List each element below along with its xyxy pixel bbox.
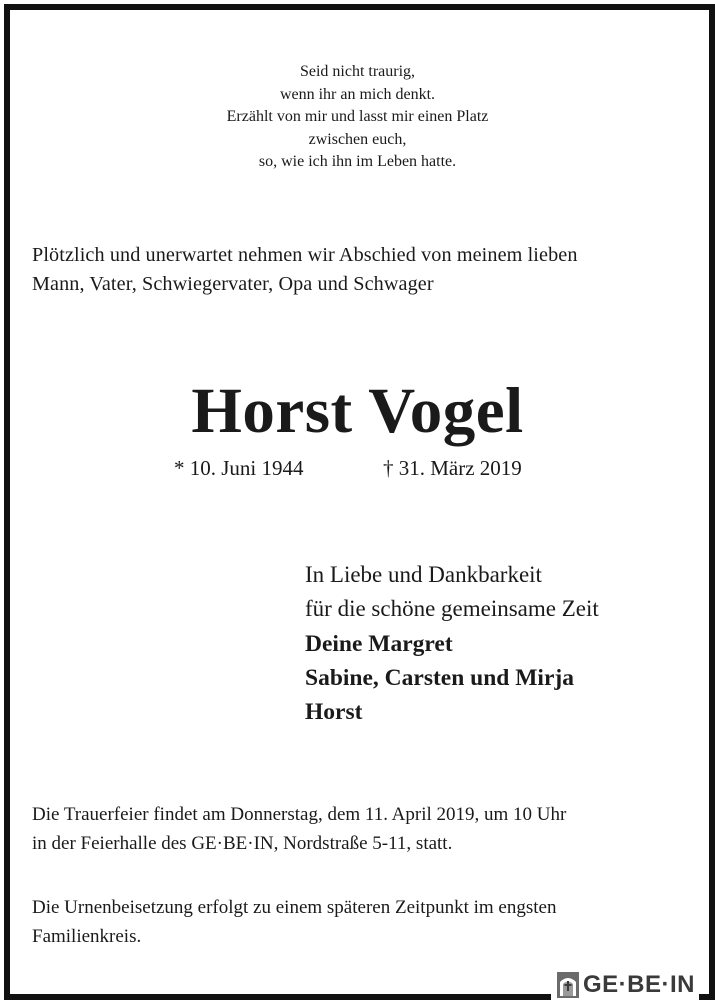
dedication-text [305,558,599,626]
urn-burial-info [32,893,692,951]
poem-line: Seid nicht traurig, [299,63,416,80]
death-date: † 31. März 2019 [383,456,522,480]
poem-line: wenn ihr an mich denkt. [279,85,436,103]
gebein-logo-icon [557,972,579,998]
mourner-name: Deine Margret [305,631,453,657]
dedication-line: In Liebe und Dankbarkeit [305,562,542,587]
poem-line: so, wie ich ihn im Leben hatte. [258,153,457,170]
memorial-poem [0,61,715,174]
poem-line: Erzählt von mir und lasst mir einen Platz [226,108,489,125]
dedication-line: für die schöne gemeinsame Zeit [305,596,599,621]
intro-line: Mann, Vater, Schwiegervater, Opa und Schwager [32,273,434,295]
logo-text: GE·BE·IN [583,971,695,998]
mourners-list [305,627,574,729]
service-line: in der Feierhalle des GE·BE·IN, Nordstraße 5-11, statt. [32,833,453,854]
mourner-name: Sabine, Carsten und Mirja [305,665,574,691]
deceased-name: Horst Vogel [191,375,524,447]
gebein-logo [551,970,699,1000]
birth-date: * 10. Juni 1944 [174,456,304,480]
mourner-name: Horst [305,699,363,725]
burial-line: Die Urnenbeisetzung erfolgt zu einem späteren Zeitpunkt im engsten [32,897,557,918]
poem-line: zwischen euch, [308,130,407,148]
burial-line: Familienkreis. [32,926,142,947]
farewell-intro [32,241,692,299]
intro-line: Plötzlich und unerwartet nehmen wir Abschied von meinem lieben [32,244,578,266]
service-line: Die Trauerfeier findet am Donnerstag, dem 11. April 2019, um 10 Uhr [32,804,567,825]
funeral-service-info [32,800,692,858]
